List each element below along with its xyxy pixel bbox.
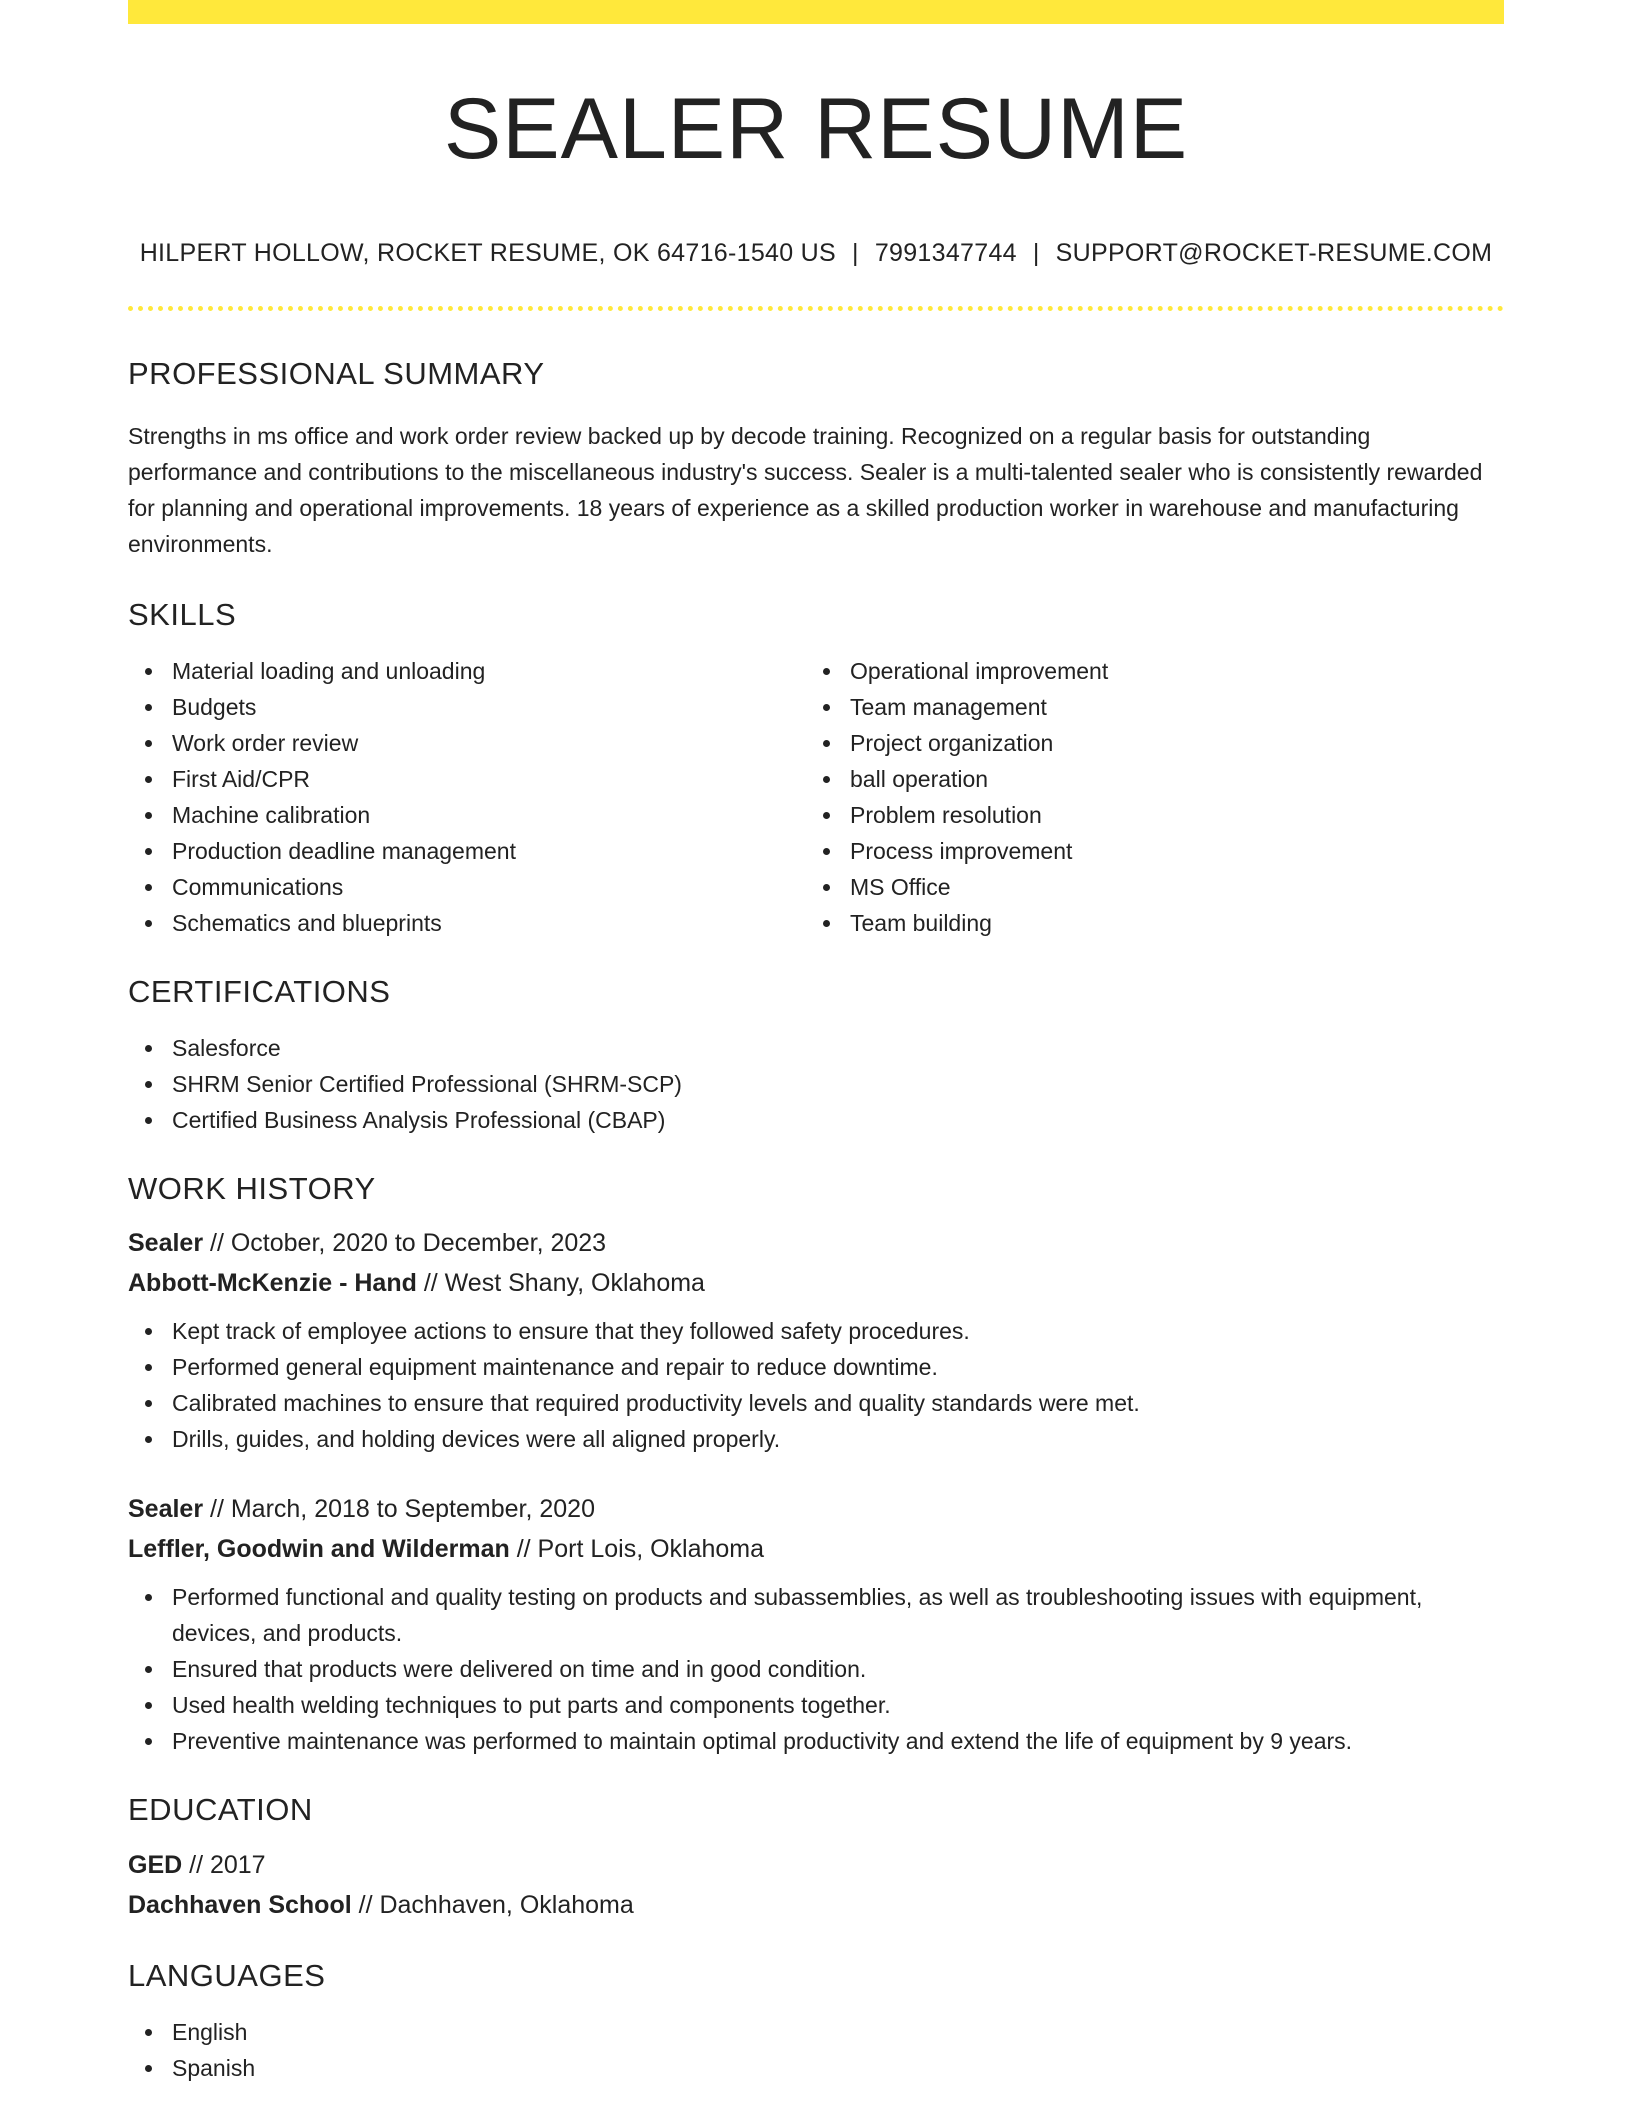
job-duties-list xyxy=(128,1579,1504,1759)
job-role: Sealer xyxy=(128,1495,204,1524)
job-company: Abbott-McKenzie - Hand xyxy=(128,1269,417,1298)
job-location: // Port Lois, Oklahoma xyxy=(509,1535,765,1564)
skill-item: MS Office xyxy=(806,869,1484,905)
job-dates: // March, 2018 to September, 2020 xyxy=(203,1495,595,1524)
skill-item: Communications xyxy=(128,869,806,905)
skill-item: Problem resolution xyxy=(806,797,1484,833)
skill-item: Operational improvement xyxy=(806,653,1484,689)
skills-list-left xyxy=(128,653,806,941)
job-duty: Preventive maintenance was performed to maintain optimal productivity and extend the life of equipment by 9 years. xyxy=(128,1723,1504,1759)
skill-item: Budgets xyxy=(128,689,806,725)
skill-item: Project organization xyxy=(806,725,1484,761)
skills-grid xyxy=(128,653,1504,941)
language-item: Spanish xyxy=(128,2050,1504,2086)
job-duties-list xyxy=(128,1313,1504,1457)
resume-page xyxy=(128,0,1504,2086)
certifications-heading: CERTIFICATIONS xyxy=(128,973,391,1009)
contact-separator: | xyxy=(852,238,859,267)
education-school: Dachhaven School xyxy=(128,1890,352,1919)
job-dates: // October, 2020 to December, 2023 xyxy=(203,1229,607,1258)
summary-text: Strengths in ms office and work order review backed up by decode training. Recognized on a regular basis for outstanding performance and contributions to the miscellaneous industry's success. Sealer is a multi-talented sealer who is consistently rewarded for planning and operational improvements. 18 years of experience as a skilled production worker in warehouse and manufacturing environments. xyxy=(128,422,1483,557)
resume-title: SEALER RESUME xyxy=(443,81,1189,177)
education-school-line xyxy=(128,1885,1504,1925)
top-accent-bar xyxy=(128,0,1504,24)
contact-address: HILPERT HOLLOW, ROCKET RESUME, OK 64716-1540 US xyxy=(139,238,837,267)
skill-item: Schematics and blueprints xyxy=(128,905,806,941)
languages-heading: LANGUAGES xyxy=(128,1957,326,1993)
skill-item: Machine calibration xyxy=(128,797,806,833)
education-year: // 2017 xyxy=(182,1850,266,1879)
certification-item: SHRM Senior Certified Professional (SHRM-SCP) xyxy=(128,1066,1504,1102)
job-company-line xyxy=(128,1529,1504,1569)
certification-item: Salesforce xyxy=(128,1030,1504,1066)
skill-item: Production deadline management xyxy=(128,833,806,869)
job-title-line xyxy=(128,1223,1504,1263)
skill-item: First Aid/CPR xyxy=(128,761,806,797)
job-duty: Performed functional and quality testing on products and subassemblies, as well as troubleshooting issues with equipment, devices, and products. xyxy=(128,1579,1504,1651)
job-duty: Calibrated machines to ensure that required productivity levels and quality standards were met. xyxy=(128,1385,1504,1421)
contact-email: SUPPORT@ROCKET-RESUME.COM xyxy=(1055,238,1493,267)
languages-list xyxy=(128,2014,1504,2086)
certification-item: Certified Business Analysis Professional (CBAP) xyxy=(128,1102,1504,1138)
contact-line xyxy=(128,239,1504,268)
job-company-line xyxy=(128,1263,1504,1303)
skill-item: Process improvement xyxy=(806,833,1484,869)
skill-item: Work order review xyxy=(128,725,806,761)
dotted-divider xyxy=(128,306,1504,311)
job-company: Leffler, Goodwin and Wilderman xyxy=(128,1535,510,1564)
education-location: // Dachhaven, Oklahoma xyxy=(351,1890,634,1919)
job-duty: Performed general equipment maintenance and repair to reduce downtime. xyxy=(128,1349,1504,1385)
summary-heading: PROFESSIONAL SUMMARY xyxy=(128,355,545,391)
skills-heading: SKILLS xyxy=(128,596,237,632)
skill-item: Material loading and unloading xyxy=(128,653,806,689)
skill-item: Team building xyxy=(806,905,1484,941)
job-duty: Kept track of employee actions to ensure that they followed safety procedures. xyxy=(128,1313,1504,1349)
job-duty: Used health welding techniques to put parts and components together. xyxy=(128,1687,1504,1723)
job-duty: Drills, guides, and holding devices were all aligned properly. xyxy=(128,1421,1504,1457)
language-item: English xyxy=(128,2014,1504,2050)
job-duty: Ensured that products were delivered on time and in good condition. xyxy=(128,1651,1504,1687)
education-heading: EDUCATION xyxy=(128,1792,313,1828)
education-degree: GED xyxy=(128,1850,183,1879)
contact-phone: 7991347744 xyxy=(874,238,1017,267)
skill-item: ball operation xyxy=(806,761,1484,797)
certifications-list xyxy=(128,1030,1504,1138)
job-location: // West Shany, Oklahoma xyxy=(416,1269,705,1298)
job-title-line xyxy=(128,1489,1504,1529)
skill-item: Team management xyxy=(806,689,1484,725)
job-role: Sealer xyxy=(128,1229,204,1258)
contact-separator: | xyxy=(1032,238,1040,267)
skills-list-right xyxy=(806,653,1484,941)
education-degree-line xyxy=(128,1845,1504,1885)
work-history-heading: WORK HISTORY xyxy=(128,1171,376,1207)
